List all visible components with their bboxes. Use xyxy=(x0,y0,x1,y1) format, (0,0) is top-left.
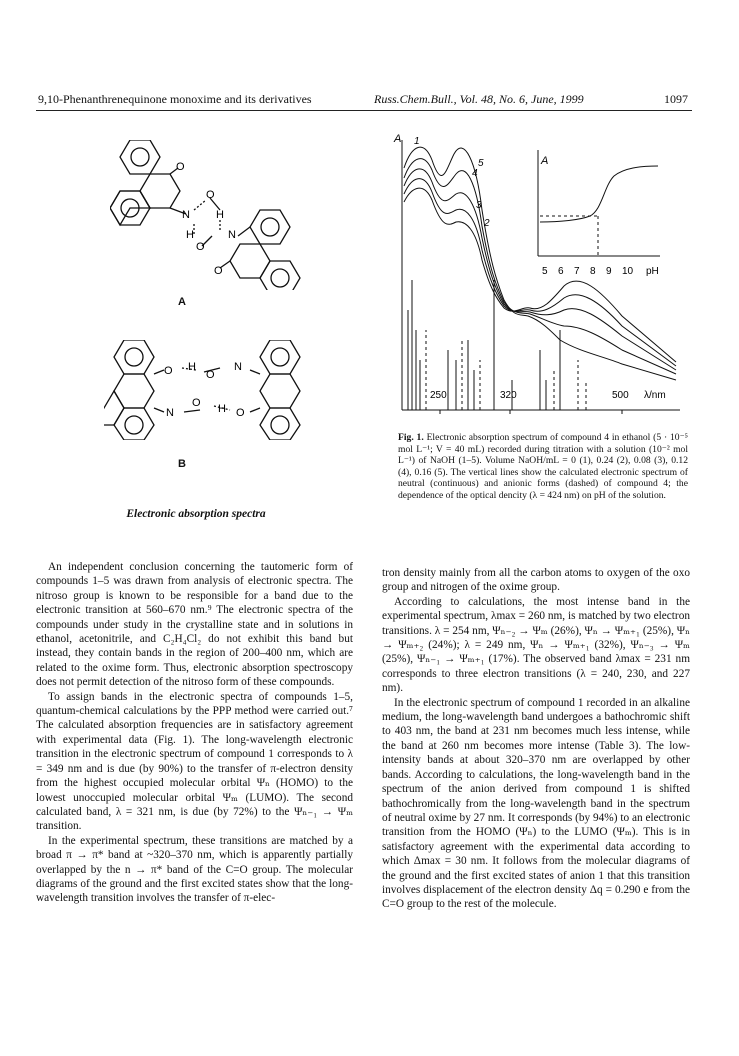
ring xyxy=(110,191,150,225)
structure-b-diagram xyxy=(104,340,310,440)
atom-label: O xyxy=(214,265,223,277)
paragraph: tron density mainly from all the carbon atoms to oxygen of the oxo group and nitrogen of the oxime group. xyxy=(382,567,690,594)
inset-curve xyxy=(540,166,658,222)
atom-label: O xyxy=(164,365,173,377)
curve-label: 2 xyxy=(484,218,490,229)
spectrum-curve xyxy=(404,147,676,380)
atom-label: O xyxy=(176,161,185,173)
x-tick-label: 500 xyxy=(612,390,629,401)
structure-b-label: B xyxy=(178,458,186,470)
curve-label: 3 xyxy=(476,200,482,211)
paragraph: In the experimental spectrum, these transitions are matched by a broad π → π* band at ~320–370 nm, which is apparently partially overlapped by the n → π* band of the C=O group. The molecular diagrams of the ground and the first excited states show that the long-wavelength transition involves the transfer of π-elec- xyxy=(36,834,353,905)
header-rule xyxy=(36,110,692,111)
atom-label: O xyxy=(196,241,205,253)
structure-a-diagram xyxy=(110,140,310,290)
atom-label: H xyxy=(186,229,194,241)
caption-text: Electronic absorption spectrum of compound 4 in ethanol (5 · 10⁻⁵ mol L⁻¹; V = 40 mL) recorded during titration with a solution (10⁻² mol L⁻¹) of NaOH (1–5). Volume NaOH/mL = 0 (1), 0.24 (2), 0.08 (3), 0.12 (4), 0.16 (5). The vertical lines show the calculated electronic spectrum of neutral (continuous) and anionic forms (dashed) of compound 4; the dependence of the optical dencity (λ = 424 nm) on pH of the solution. xyxy=(398,432,688,501)
atom-label: O xyxy=(192,397,201,409)
inset-y-label: A xyxy=(541,155,549,167)
curve-label: 1 xyxy=(414,136,420,147)
inset-tick: 6 xyxy=(558,266,564,277)
section-title: Electronic absorption spectra xyxy=(126,508,266,520)
curve-label: 5 xyxy=(478,158,484,169)
page-number: 1097 xyxy=(664,92,688,106)
x-tick-label: 320 xyxy=(500,390,517,401)
curve-label: 4 xyxy=(472,168,478,179)
atom-label: O xyxy=(206,189,215,201)
atom-label: O xyxy=(206,369,215,381)
atom-label: N xyxy=(228,229,236,241)
atom-label: H xyxy=(216,209,224,221)
atom-label: O xyxy=(236,407,245,419)
paragraph: An independent conclusion concerning the tautomeric form of compounds 1–5 was drawn from analysis of electronic spectra. The nitroso group is known to be responsible for a band due to the electronic transition at 560–670 nm.⁹ The electronic spectra of the compounds under study in the crystalline state and in solutions in ethanol, acetonitrile, and C₂H₄Cl₂ do not exhibit this band but instead, they contain bands in the region of 200–400 nm, which are related to the oxime form. Thus, electronic absorption spectroscopy does not permit detection of the nitroso form of these compounds. xyxy=(36,561,353,689)
right-column xyxy=(382,566,690,912)
atom-label: N xyxy=(166,407,174,419)
caption-title: Fig. 1. xyxy=(398,432,424,443)
y-axis-label: A xyxy=(394,133,402,145)
ring xyxy=(120,140,160,174)
paragraph: In the electronic spectrum of compound 1 recorded in an alkaline medium, the long-wavelength band undergoes a bathochromic shift to 403 nm, the band at 231 nm becomes much less intense, while the band at 260 nm becomes more intense (Table 3). The low-intensity bands at about 320–370 nm are overlapped by other bands. According to calculations, the long-wavelength band in the spectrum of the anion derived from compound 1 is shifted bathochromically from the long-wavelength band in the spectrum of neutral oxime by 27 nm. It corresponds (by 94%) to an electronic transition from the HOMO (Ψₙ) to the LUMO (Ψₘ). This is in satisfactory agreement with the experimental data according to which Δmax = 30 nm. It follows from the molecular diagrams of the ground and the first excited states of anion 1 that this transition involves displacement of the electron density Δq = 0.290 e from the C=O group to the rest of the molecule. xyxy=(382,696,690,911)
inset-tick: 5 xyxy=(542,266,548,277)
inset-tick: 10 xyxy=(622,266,634,277)
atom-label: N xyxy=(234,361,242,373)
inset-tick: 8 xyxy=(590,266,596,277)
running-header-journal: Russ.Chem.Bull., Vol. 48, No. 6, June, 1999 xyxy=(374,92,584,106)
figure-1-caption xyxy=(398,432,688,502)
atom-label: H xyxy=(188,361,196,373)
figure-1-spectrum xyxy=(390,130,690,430)
inset-tick: 9 xyxy=(606,266,612,277)
left-column xyxy=(36,560,353,906)
paragraph: To assign bands in the electronic spectra of compounds 1–5, quantum-chemical calculations by the PPP method were carried out.⁷ The calculated absorption frequencies are in satisfactory agreement with experimental data (Fig. 1). The long-wavelength electronic transition in the electronic spectrum of compound 1 corresponds to λ = 349 nm and is due (by 90%) to the transfer of π-electron density from the highest occupied molecular orbital Ψₙ (HOMO) to the lowest unoccupied molecular orbital Ψₘ (LUMO). The second calculated band, λ = 321 nm, is due (by 72%) to the Ψₙ₋₁ → Ψₘ transition. xyxy=(36,690,353,833)
inset-x-unit: pH xyxy=(646,266,659,277)
inset-tick: 7 xyxy=(574,266,580,277)
x-tick-label: 250 xyxy=(430,390,447,401)
structure-a-label: A xyxy=(178,296,186,308)
atom-label: N xyxy=(182,209,190,221)
running-header-title: 9,10-Phenanthrenequinone monoxime and its derivatives xyxy=(38,92,312,106)
atom-label: H xyxy=(218,403,226,415)
paragraph: According to calculations, the most intense band in the experimental spectrum, λmax = 260 nm, is matched by two electron transitions. λ = 254 nm, Ψₙ₋₂ → Ψₘ (26%), Ψₙ → Ψₘ₊₁ (25%), Ψₙ → Ψₘ₊₂ (24%); λ = 249 nm, Ψₙ → Ψₘ₊₁ (32%), Ψₙ₋₃ → Ψₘ (25%), Ψₙ₋₁ → Ψₘ₊₁ (17%). The observed band λmax = 231 nm corresponds to three electron transitions (λ = 240, 230, and 227 nm). xyxy=(382,595,690,695)
x-unit-label: λ/nm xyxy=(644,390,666,401)
